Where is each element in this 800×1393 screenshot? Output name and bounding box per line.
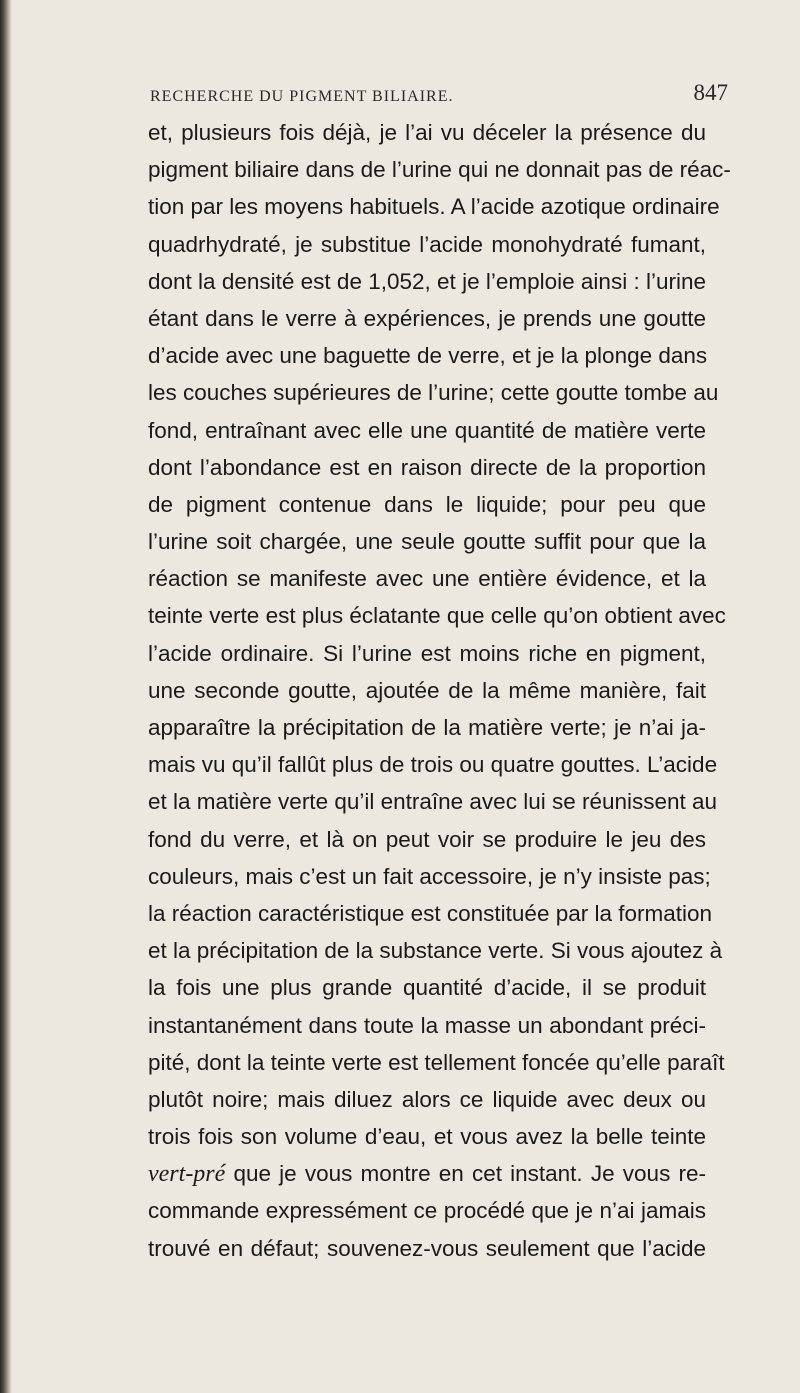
text-line: l’urine soit chargée, une seule goutte suffit pour que la — [148, 529, 706, 555]
book-page — [148, 80, 731, 1267]
text-line: réaction se manifeste avec une entière évidence, et la — [148, 566, 706, 592]
text-line: trois fois son volume d’eau, et vous avez la belle teinte — [148, 1124, 706, 1150]
text-line: mais vu qu’il fallût plus de trois ou quatre gouttes. L’acide — [148, 752, 718, 778]
text-span: que je vous montre en cet instant. Je vous re- — [225, 1161, 706, 1187]
text-line: et la matière verte qu’il entraîne avec lui se réunissent au — [148, 789, 718, 815]
text-line: pité, dont la teinte verte est tellement foncée qu’elle paraît — [148, 1049, 725, 1075]
text-line: fond, entraînant avec elle une quantité de matière verte — [148, 417, 706, 443]
text-line: d’acide avec une baguette de verre, et je la plonge dans — [148, 343, 708, 369]
text-line: pigment biliaire dans de l’urine qui ne donnait pas de réac- — [148, 157, 731, 183]
text-line: commande expressément ce procédé que je n’ai jamais — [148, 1198, 706, 1224]
text-line: couleurs, mais c’est un fait accessoire, je n’y insiste pas; — [148, 863, 711, 889]
text-line: l’acide ordinaire. Si l’urine est moins riche en pigment, — [148, 640, 706, 666]
running-header — [148, 80, 728, 110]
text-line: tion par les moyens habituels. A l’acide azotique ordinaire — [148, 194, 720, 220]
italic-term: vert-pré — [148, 1161, 226, 1188]
text-line: de pigment contenue dans le liquide; pour peu que — [148, 491, 706, 517]
body-text — [148, 114, 731, 1267]
text-line: dont l’abondance est en raison directe de la proportion — [148, 454, 706, 480]
text-line: quadrhydraté, je substitue l’acide monohydraté fumant, — [148, 231, 706, 257]
text-line: fond du verre, et là on peut voir se produire le jeu des — [148, 826, 706, 852]
text-line: teinte verte est plus éclatante que celle qu’on obtient avec — [148, 603, 726, 629]
book-binding-edge — [0, 0, 12, 1393]
page-number: 847 — [693, 80, 728, 105]
text-line: la fois une plus grande quantité d’acide, il se produit — [148, 975, 706, 1001]
text-line: apparaître la précipitation de la matière verte; je n’ai ja- — [148, 715, 706, 740]
text-line: la réaction caractéristique est constituée par la formation — [148, 900, 713, 926]
text-line: étant dans le verre à expériences, je prends une goutte — [148, 305, 706, 331]
text-line-with-italic — [148, 1155, 706, 1192]
text-line: les couches supérieures de l’urine; cette goutte tombe au — [148, 380, 719, 406]
text-line: plutôt noire; mais diluez alors ce liquide avec deux ou — [148, 1086, 706, 1112]
text-line: et, plusieurs fois déjà, je l’ai vu déceler la présence du — [148, 120, 706, 145]
text-line: et la précipitation de la substance verte. Si vous ajoutez à — [148, 938, 723, 964]
text-line: dont la densité est de 1,052, et je l’emploie ainsi : l’urine — [148, 268, 706, 294]
text-line: une seconde goutte, ajoutée de la même manière, fait — [148, 677, 706, 703]
text-line: trouvé en défaut; souvenez-vous seulement que l’acide — [148, 1235, 706, 1261]
text-line: instantanément dans toute la masse un abondant préci- — [148, 1012, 706, 1038]
running-title: RECHERCHE DU PIGMENT BILIAIRE. — [150, 88, 454, 105]
